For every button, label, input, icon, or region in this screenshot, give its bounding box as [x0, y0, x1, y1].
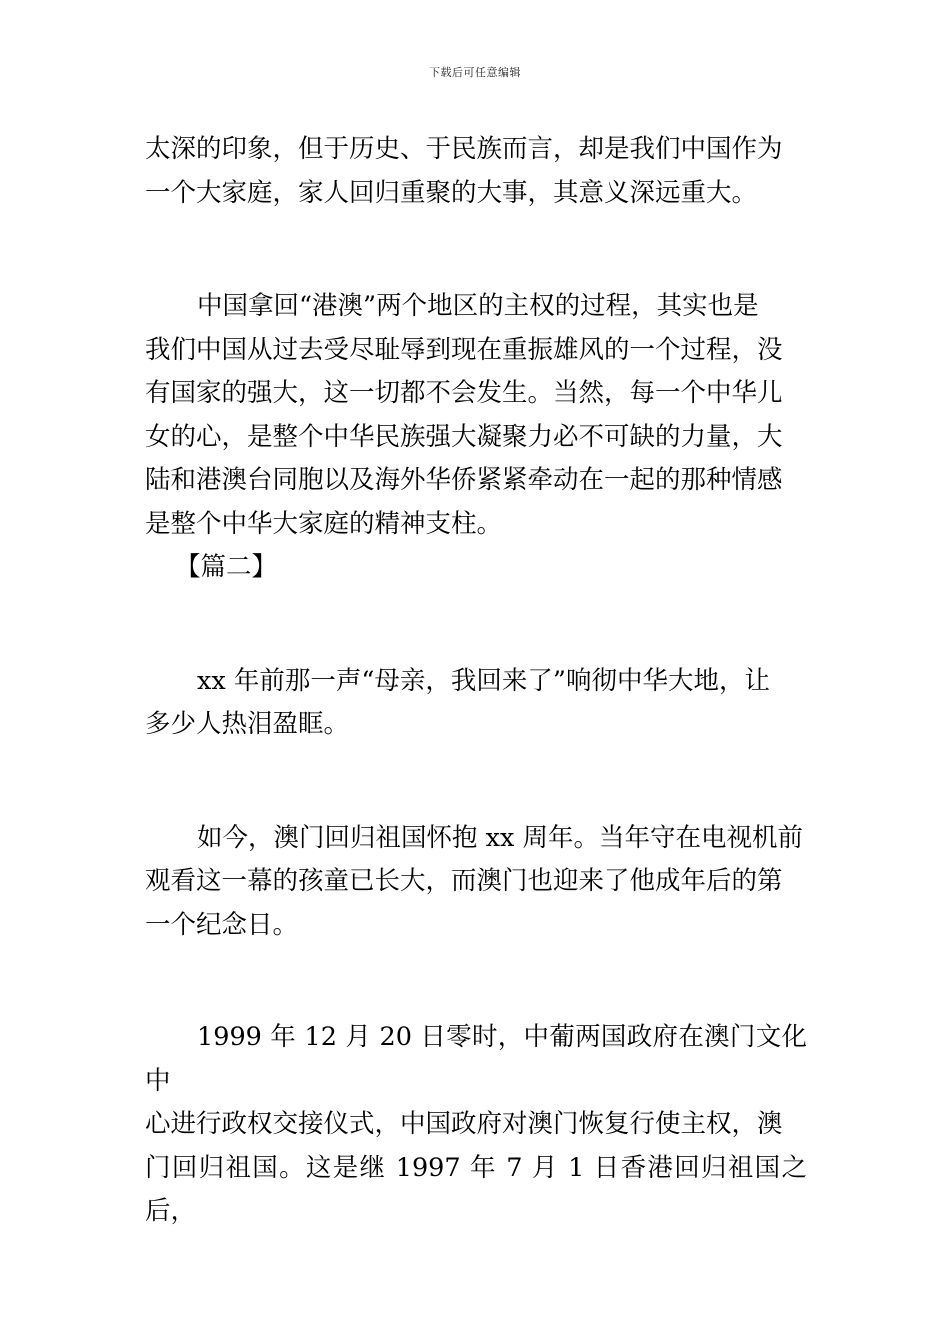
text-line: 1999 年 12 月 20 日零时，中葡两国政府在澳门文化中	[145, 1022, 807, 1096]
paragraph-anniversary	[145, 817, 807, 948]
paragraph-handover	[145, 1016, 807, 1234]
text-line: 观看这一幕的孩童已长大，而澳门也迎来了他成年后的第	[145, 866, 783, 896]
text-line: 有国家的强大，这一切都不会发生。当然，每一个中华儿	[145, 378, 783, 408]
text-line: 是整个中华大家庭的精神支柱。	[145, 508, 503, 539]
text-line: 太深的印象，但于历史、于民族而言，却是我们中国作为	[145, 134, 783, 164]
text-line: 中国拿回“港澳”两个地区的主权的过程，其实也是	[197, 291, 759, 321]
text-line: 陆和港澳台同胞以及海外华侨紧紧牵动在一起的那种情感	[145, 465, 783, 495]
page-header: 下载后可任意编辑	[429, 66, 521, 79]
text-line: 多少人热泪盈眶。	[145, 709, 350, 739]
text-line: 一个大家庭，家人回归重聚的大事，其意义深远重大。	[145, 177, 758, 208]
text-line: 我们中国从过去受尽耻辱到现在重振雄风的一个过程，没	[145, 334, 783, 365]
paragraph-sovereignty	[145, 285, 807, 546]
text-line: 女的心，是整个中华民族强大凝聚力必不可缺的力量，大	[145, 421, 783, 452]
text-line: 一个纪念日。	[145, 909, 299, 940]
section-heading: 【篇二】	[175, 552, 278, 582]
text-line: 心进行政权交接仪式，中国政府对澳门恢复行使主权，澳	[145, 1109, 783, 1139]
text-line: 门回归祖国。这是继 1997 年 7 月 1 日香港回归祖国之后，	[145, 1152, 807, 1226]
text-line: xx 年前那一声“母亲，我回来了”响彻中华大地，让	[197, 665, 770, 696]
text-line: 如今，澳门回归祖国怀抱 xx 周年。当年守在电视机前	[197, 822, 803, 853]
paragraph-mother	[145, 660, 807, 747]
document-body	[145, 128, 807, 1234]
paragraph-continuation	[145, 128, 807, 215]
